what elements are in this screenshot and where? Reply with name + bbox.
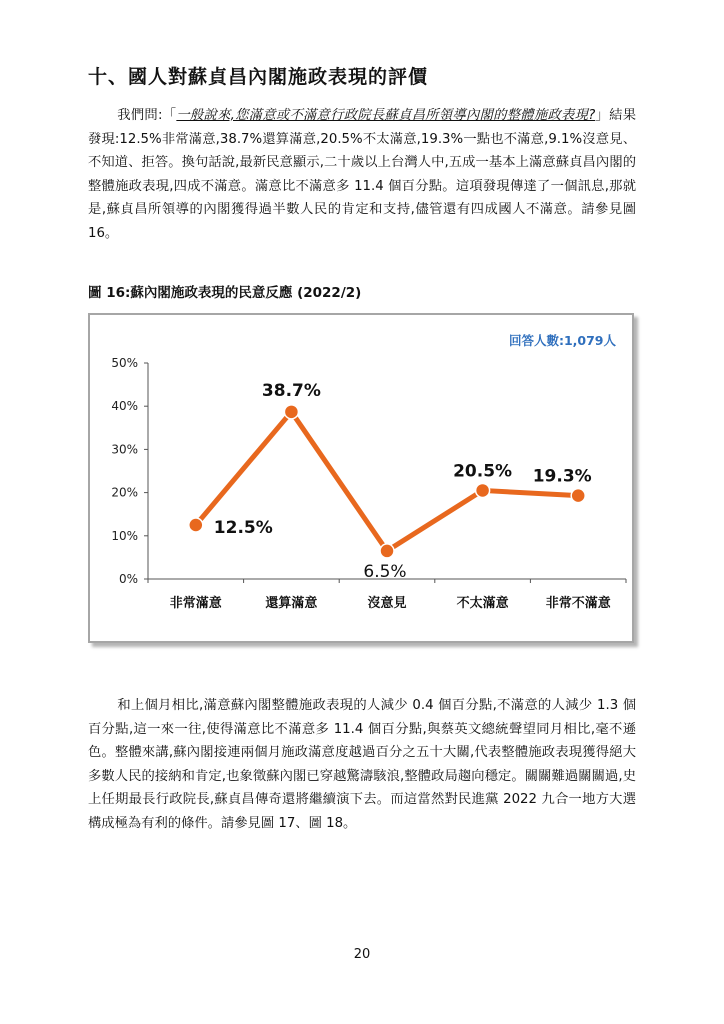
comparison-paragraph xyxy=(88,694,636,835)
data-point xyxy=(571,489,585,503)
data-point xyxy=(189,518,203,532)
findings-text: 」結果發現:12.5%非常滿意,38.7%還算滿意,20.5%不太滿意,19.3%一點也不滿意,9.1%沒意見、不知道、拒答。換句話說,最新民意顯示,二十歲以上台灣人中,五成一基本上滿意蘇貞昌內閣的整體施政表現,四成不滿意。滿意比不滿意多 11.4 個百分點。這項發現傳達了一個訊息,那就是,蘇貞昌所領導的內閣獲得過半數人民的肯定和支持,儘管還有四成國人不滿意。請參見圖 16。 xyxy=(88,108,636,241)
y-tick-label: 30% xyxy=(111,442,138,457)
data-label: 12.5% xyxy=(213,518,273,538)
question-prefix: 我們問:「 xyxy=(117,108,177,123)
line-chart xyxy=(90,315,632,641)
data-label: 6.5% xyxy=(363,561,407,582)
data-label: 20.5% xyxy=(453,461,513,482)
data-label: 38.7% xyxy=(261,380,321,401)
survey-question: 一般說來,您滿意或不滿意行政院長蘇貞昌所領導內閣的整體施政表現? xyxy=(176,108,596,123)
comparison-text: 和上個月相比,滿意蘇內閣整體施政表現的人減少 0.4 個百分點,不滿意的人減少 1.3 個百分點,這一來一往,使得滿意比不滿意多 11.4 個百分點,與蔡英文總統聲望同月相比,毫不遜色。整體來講,蘇內閣接連兩個月施政滿意度越過百分之五十大關,代表整體施政表現獲得絕大多數人民的接納和肯定,也象徵蘇內閣已穿越驚濤駭浪,整體政局趨向穩定。關關難過關關過,史上任期最長行政院長,蘇貞昌傳奇還將繼續演下去。而這當然對民進黨 2022 九合一地方大選構成極為有利的條件。請參見圖 17、圖 18。 xyxy=(88,698,636,831)
y-tick-label: 40% xyxy=(111,399,138,414)
x-category-label: 不太滿意 xyxy=(456,596,509,611)
page-number: 20 xyxy=(353,947,371,962)
y-tick-label: 50% xyxy=(111,356,138,370)
data-label: 19.3% xyxy=(532,466,592,487)
chart-frame xyxy=(88,313,634,643)
y-tick-label: 0% xyxy=(118,572,138,586)
x-category-label: 非常滿意 xyxy=(169,596,222,611)
section-title: 十、國人對蘇貞昌內閣施政表現的評價 xyxy=(88,66,429,88)
data-point xyxy=(476,483,490,497)
y-tick-label: 10% xyxy=(111,528,138,543)
figure-caption: 圖 16:蘇內閣施政表現的民意反應 (2022/2) xyxy=(88,285,362,301)
y-tick-label: 20% xyxy=(111,485,138,500)
x-category-label: 非常不滿意 xyxy=(545,596,611,611)
data-point xyxy=(284,405,298,419)
data-point xyxy=(380,544,394,558)
x-category-label: 還算滿意 xyxy=(265,596,318,611)
respondents-count: 回答人數:1,079人 xyxy=(508,333,616,348)
intro-paragraph xyxy=(88,104,636,245)
x-category-label: 沒意見 xyxy=(367,596,407,611)
